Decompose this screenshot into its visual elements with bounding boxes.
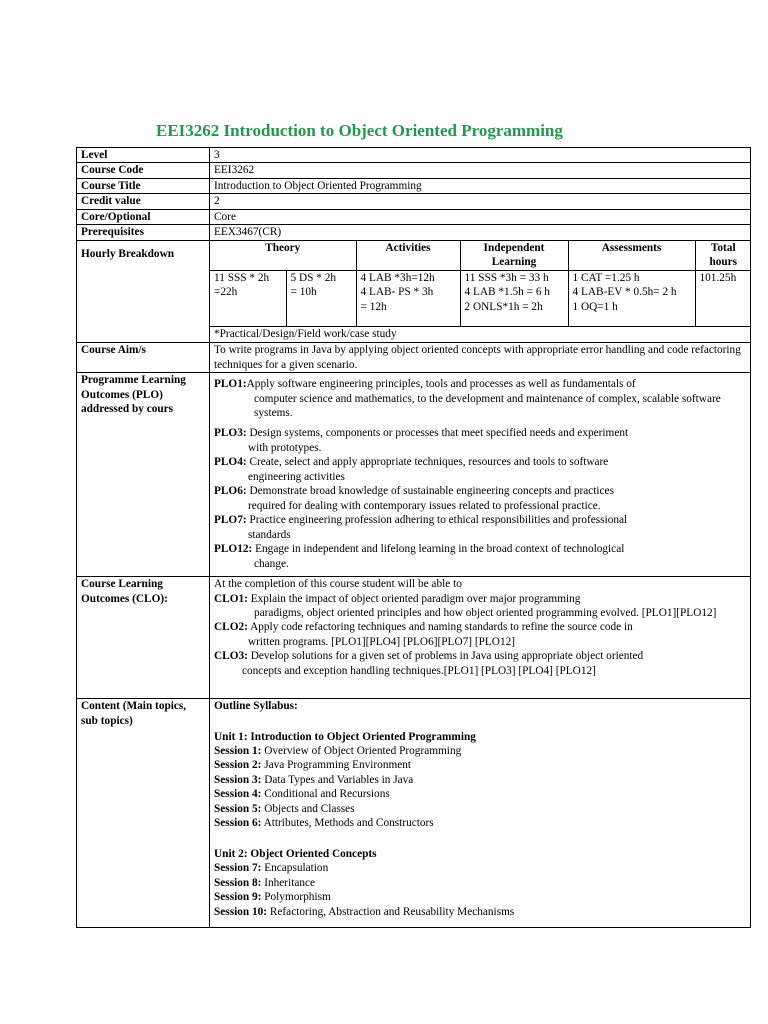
clo-text-continued: paradigms, object oriented principles and how object oriented programming evolved. [PLO1][PLO12]	[254, 607, 717, 620]
clo-text: Explain the impact of object oriented paradigm over major programming	[247, 592, 581, 605]
independent-line-2: 4 LAB *1.5h = 6 h	[464, 286, 550, 299]
content-label: Content (Main topics, sub topics)	[77, 699, 210, 928]
plo-text: Apply software engineering principles, tools and processes as well as fundamentals of	[246, 378, 636, 391]
session-text: Refactoring, Abstraction and Reusability Mechanisms	[267, 905, 515, 918]
clo-item	[214, 592, 746, 606]
document-title: EEI3262 Introduction to Object Oriented Programming	[156, 121, 563, 140]
session-code: Session 1:	[214, 745, 262, 758]
session-item	[214, 758, 746, 772]
session-text: Java Programming Environment	[261, 759, 412, 772]
session-code: Session 6:	[214, 817, 262, 830]
session-text: Data Types and Variables in Java	[261, 773, 414, 786]
session-code: Session 5:	[214, 802, 262, 815]
plo-item	[214, 426, 746, 440]
clo-code: CLO1:	[214, 592, 248, 605]
plo-text-continued: required for dealing with contemporary issues related to professional practice.	[248, 499, 601, 512]
independent-line-1: 11 SSS *3h = 33 h	[464, 271, 549, 284]
activities-line-1: 4 LAB *3h=12h	[360, 271, 435, 284]
prerequisites-label: Prerequisites	[77, 225, 210, 240]
session-item	[214, 773, 746, 787]
clo-intro: At the completion of this course student will be able to	[214, 578, 462, 591]
theory-ds-line-1: 5 DS * 2h	[290, 271, 337, 284]
plo-label: Programme Learning Outcomes (PLO) addressed by cours	[77, 373, 210, 577]
row-prerequisites	[77, 225, 751, 240]
course-title-label: Course Title	[77, 178, 210, 193]
plo-item	[214, 377, 746, 391]
session-code: Session 9:	[214, 891, 262, 904]
session-code: Session 3:	[214, 773, 262, 786]
course-code-value: EEI3262	[210, 163, 751, 178]
theory-sss-cell	[210, 270, 286, 326]
plo-code: PLO1:	[214, 378, 247, 391]
session-item	[214, 905, 746, 919]
activities-line-3: = 12h	[360, 300, 387, 313]
session-item	[214, 890, 746, 904]
course-table	[76, 147, 751, 928]
plo-item	[214, 484, 746, 498]
plo-cell	[210, 373, 751, 577]
session-text: Encapsulation	[261, 862, 329, 875]
clo-code: CLO2:	[214, 621, 248, 634]
header-total: Total hours	[695, 241, 751, 270]
clo-text: Apply code refactoring techniques and naming standards to refine the source code in	[247, 621, 633, 634]
clo-code: CLO3:	[214, 650, 248, 663]
hourly-note-row	[210, 326, 751, 342]
header-assessments: Assessments	[568, 241, 695, 270]
clo-item	[214, 649, 746, 663]
clo-text: Develop solutions for a given set of problems in Java using appropriate object oriented	[247, 650, 644, 663]
total-hours-value: 101.25h	[695, 270, 751, 326]
plo-text-continued: with prototypes.	[248, 441, 322, 454]
assessments-line-1: 1 CAT =1.25 h	[572, 271, 640, 284]
hourly-values-row	[210, 270, 751, 326]
session-item	[214, 744, 746, 758]
row-course-aim	[77, 343, 751, 373]
prerequisites-value: EEX3467(CR)	[210, 225, 751, 240]
session-code: Session 10:	[214, 905, 268, 918]
core-optional-label: Core/Optional	[77, 209, 210, 224]
plo-item	[214, 513, 746, 527]
level-label: Level	[77, 148, 210, 163]
course-code-label: Course Code	[77, 163, 210, 178]
session-text: Inheritance	[261, 876, 316, 889]
plo-text: Design systems, components or processes that meet specified needs and experiment	[246, 427, 629, 440]
row-core-optional	[77, 209, 751, 224]
row-credit-value	[77, 194, 751, 209]
course-title-value: Introduction to Object Oriented Programming	[210, 178, 751, 193]
plo-text: Create, select and apply appropriate techniques, resources and tools to software	[246, 456, 609, 469]
session-item	[214, 876, 746, 890]
plo-code: PLO4:	[214, 456, 247, 469]
clo-label: Course Learning Outcomes (CLO):	[77, 577, 210, 699]
theory-sss-line-2: =22h	[214, 286, 238, 299]
plo-text-continued: engineering activities	[248, 470, 345, 483]
session-item	[214, 861, 746, 875]
hourly-note: *Practical/Design/Field work/case study	[210, 326, 751, 342]
row-clo	[77, 577, 751, 699]
header-activities: Activities	[356, 241, 460, 270]
plo-text: Demonstrate broad knowledge of sustainable engineering concepts and practices	[246, 485, 614, 498]
row-course-title	[77, 178, 751, 193]
unit-1-heading: Unit 1: Introduction to Object Oriented Programming	[214, 730, 476, 743]
row-content	[77, 699, 751, 928]
header-theory: Theory	[210, 241, 356, 270]
plo-code: PLO7:	[214, 514, 247, 527]
plo-item	[214, 542, 746, 556]
session-code: Session 8:	[214, 876, 262, 889]
plo-text-continued: change.	[254, 557, 289, 570]
content-cell	[210, 699, 751, 928]
independent-line-3: 2 ONLS*1h = 2h	[464, 300, 543, 313]
session-text: Objects and Classes	[261, 802, 355, 815]
session-item	[214, 787, 746, 801]
plo-code: PLO3:	[214, 427, 247, 440]
independent-cell	[460, 270, 568, 326]
hourly-breakdown-table	[210, 241, 751, 342]
row-level	[77, 148, 751, 163]
plo-item	[214, 455, 746, 469]
theory-ds-line-2: = 10h	[290, 286, 317, 299]
header-independent: Independent Learning	[460, 241, 568, 270]
hourly-label	[77, 240, 210, 342]
hourly-label-text: Hourly Breakdown	[81, 248, 175, 261]
core-optional-value: Core	[210, 209, 751, 224]
level-value: 3	[210, 148, 751, 163]
credit-value-label: Credit value	[77, 194, 210, 209]
course-aim-label: Course Aim/s	[77, 343, 210, 373]
assessments-line-3: 1 OQ=1 h	[572, 300, 618, 313]
session-text: Conditional and Recursions	[261, 788, 390, 801]
session-item	[214, 816, 746, 830]
plo-text: Practice engineering profession adhering to ethical responsibilities and professional	[246, 514, 628, 527]
assessments-line-2: 4 LAB-EV * 0.5h= 2 h	[572, 286, 677, 299]
assessments-cell	[568, 270, 695, 326]
session-code: Session 4:	[214, 788, 262, 801]
session-code: Session 2:	[214, 759, 262, 772]
clo-text-continued: concepts and exception handling techniques.[PLO1] [PLO3] [PLO4] [PLO12]	[242, 664, 596, 677]
session-text: Overview of Object Oriented Programming	[261, 745, 462, 758]
row-hourly-breakdown	[77, 240, 751, 342]
course-aim-text: To write programs in Java by applying object oriented concepts with appropriate error handling and code refactoring techniques for a given scenario.	[210, 343, 751, 373]
row-plo	[77, 373, 751, 577]
hourly-header-row	[210, 241, 751, 270]
row-course-code	[77, 163, 751, 178]
credit-value-value: 2	[210, 194, 751, 209]
clo-item	[214, 620, 746, 634]
plo-text-continued: computer science and mathematics, to the development and maintenance of complex, scalable software systems.	[254, 392, 721, 420]
plo-code: PLO12:	[214, 543, 253, 556]
clo-cell	[210, 577, 751, 699]
session-code: Session 7:	[214, 862, 262, 875]
hourly-breakdown-cell	[210, 240, 751, 342]
plo-text-continued: standards	[248, 528, 291, 541]
plo-code: PLO6:	[214, 485, 247, 498]
plo-text: Engage in independent and lifelong learning in the broad context of technological	[252, 543, 625, 556]
clo-text-continued: written programs. [PLO1][PLO4] [PLO6][PLO7] [PLO12]	[248, 635, 516, 648]
session-text: Attributes, Methods and Constructors	[261, 817, 434, 830]
session-text: Polymorphism	[261, 891, 331, 904]
outline-syllabus-heading: Outline Syllabus:	[214, 700, 298, 713]
activities-cell	[356, 270, 460, 326]
session-item	[214, 802, 746, 816]
theory-sss-line-1: 11 SSS * 2h	[214, 271, 270, 284]
unit-2-heading: Unit 2: Object Oriented Concepts	[214, 847, 377, 860]
theory-ds-cell	[286, 270, 356, 326]
activities-line-2: 4 LAB- PS * 3h	[360, 286, 434, 299]
